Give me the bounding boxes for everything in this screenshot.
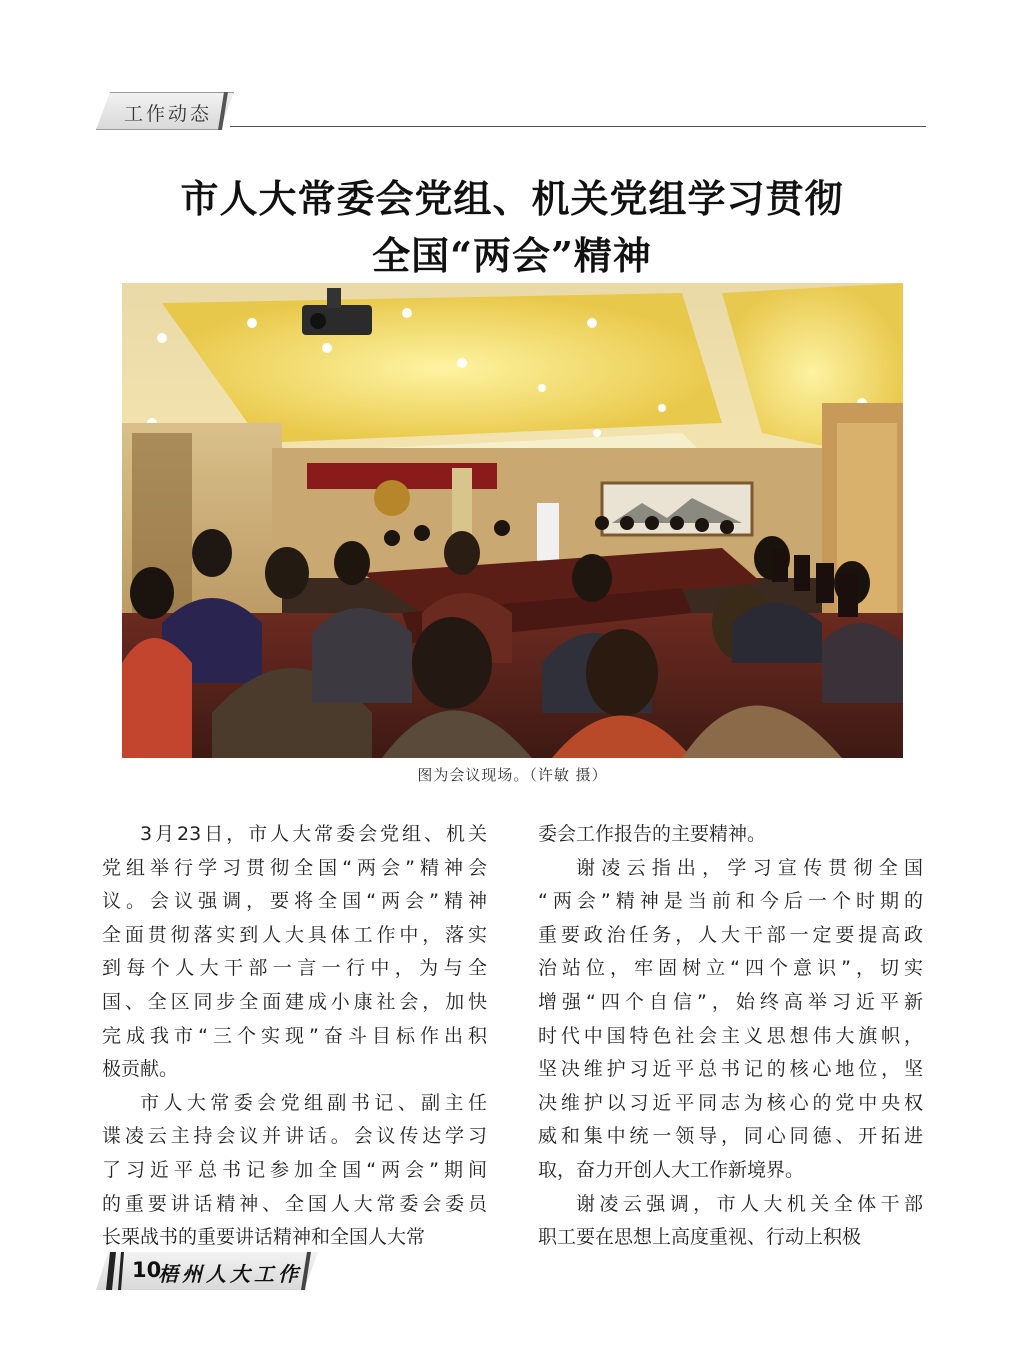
- text-line: 增强“四个自信”，始终高举习近平新: [538, 990, 923, 1013]
- meeting-photo: [122, 283, 903, 758]
- text-line: 威和集中统一领导，同心同德、开拓进: [538, 1125, 923, 1148]
- publication-name: 梧州人大工作: [158, 1262, 302, 1286]
- article-column-right: [538, 818, 923, 1255]
- photo-caption: 图为会议现场。（许敏 摄）: [417, 766, 608, 784]
- text-line: 完成我市“三个实现”奋斗目标作出积: [102, 1024, 487, 1047]
- text-line: “两会”精神是当前和今后一个时期的: [538, 890, 923, 913]
- text-line: 长栗战书的重要讲话精神和全国人大常: [102, 1226, 426, 1249]
- text-line: 坚决维护习近平总书记的核心地位，坚: [538, 1058, 923, 1081]
- paragraph: [538, 818, 923, 852]
- text-line: 谍凌云主持会议并讲话。会议传达学习: [102, 1125, 487, 1148]
- text-line: 市人大常委会党组副书记、副主任: [140, 1091, 487, 1114]
- text-line: 取，奋力开创人大工作新境界。: [538, 1158, 805, 1181]
- section-label: 工作动态: [124, 103, 213, 125]
- text-line: 3月23日，市人大常委会党组、机关: [140, 823, 487, 845]
- text-line: 委会工作报告的主要精神。: [538, 823, 767, 845]
- paragraph: [102, 818, 487, 1087]
- text-line: 议。会议强调，要将全国“两会”精神: [102, 890, 487, 913]
- text-line: 到每个人大干部一言一行中，为与全: [102, 957, 487, 980]
- paragraph: [538, 1188, 923, 1255]
- text-line: 重要政治任务，人大干部一定要提高政: [538, 923, 923, 946]
- text-line: 谢凌云指出，学习宣传贯彻全国: [576, 856, 923, 879]
- text-line: 全面贯彻落实到人大具体工作中，落实: [102, 923, 487, 946]
- page-footer: [96, 1252, 318, 1290]
- text-line: 决维护以习近平同志为核心的党中央权: [538, 1091, 923, 1114]
- article-title-line-1: 市人大常委会党组、机关党组学习贯彻: [180, 176, 844, 221]
- text-line: 治站位，牢固树立“四个意识”，切实: [538, 957, 923, 980]
- text-line: 党组举行学习贯彻全国“两会”精神会: [102, 856, 487, 879]
- section-tab: [96, 92, 234, 130]
- paragraph: [102, 1087, 487, 1255]
- text-line: 了习近平总书记参加全国“两会”期间: [102, 1158, 487, 1181]
- page-number: 10: [132, 1258, 162, 1282]
- text-line: 时代中国特色社会主义思想伟大旗帜，: [538, 1024, 923, 1047]
- text-line: 极贡献。: [102, 1058, 179, 1081]
- text-line: 谢凌云强调，市人大机关全体干部: [576, 1192, 923, 1215]
- meeting-photo-illustration: [122, 283, 903, 758]
- text-line: 国、全区同步全面建成小康社会，加快: [102, 990, 487, 1013]
- header-rule: [230, 126, 926, 127]
- article-column-left: [102, 818, 487, 1255]
- article-title-line-2: 全国“两会”精神: [372, 233, 652, 278]
- paragraph: [538, 852, 923, 1188]
- text-line: 的重要讲话精神、全国人大常委会委员: [102, 1192, 487, 1215]
- text-line: 职工要在思想上高度重视、行动上积极: [538, 1226, 862, 1249]
